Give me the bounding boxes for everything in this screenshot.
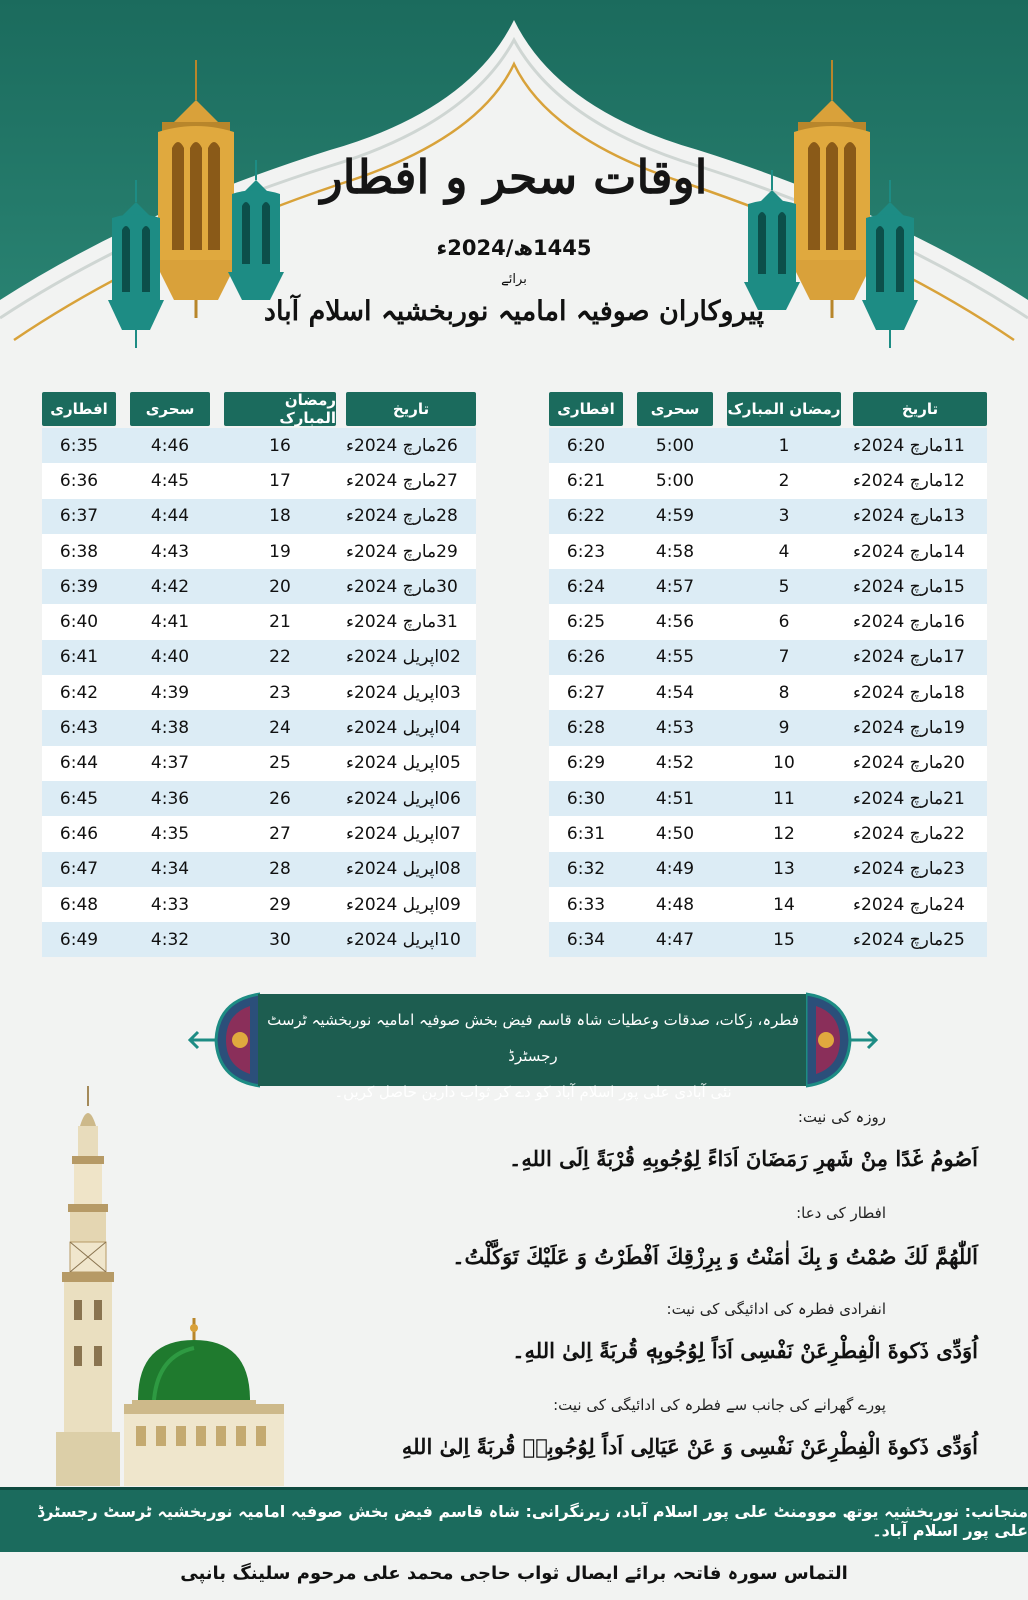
cell-day: 24	[269, 718, 291, 739]
cell-date: 09اپریل 2024ء	[346, 894, 461, 915]
cell-date: 19مارچ 2024ء	[853, 718, 965, 739]
cell-day: 20	[269, 576, 291, 597]
cell-day: 22	[269, 647, 291, 668]
cell-day: 3	[778, 506, 790, 527]
cell-sehri: 4:44	[150, 506, 190, 527]
table-row	[549, 922, 987, 957]
cell-day: 26	[269, 788, 291, 809]
cell-iftari: 6:39	[59, 576, 99, 597]
cell-iftari: 6:26	[566, 647, 606, 668]
cell-iftari: 6:37	[59, 506, 99, 527]
cell-date: 02اپریل 2024ء	[346, 647, 461, 668]
table-row	[549, 887, 987, 922]
dua-text: اُوَدِّی ذَكوةَ الْفِطْرِعَنْ نَفْسِی اَدَاً لِوُجُوبِهٖ قُربَةً اِلیٰ اللهِ۔	[512, 1338, 978, 1363]
cell-date: 12مارچ 2024ء	[853, 470, 965, 491]
cell-iftari: 6:48	[59, 894, 99, 915]
cell-date: 11مارچ 2024ء	[853, 435, 965, 456]
dua-text: اَللّٰهُمَّ لَكَ صُمْتُ وَ بِكَ اٰمَنْتُ وَ بِرِزْقِكَ اَفْطَرْتُ وَ عَلَيْكَ تَوَكَّلْتُ۔	[452, 1244, 978, 1269]
footer-bar: منجانب: نوربخشیہ یوتھ موومنٹ علی پور اسلام آباد، زیرنگرانی: شاہ قاسم فیض بخش صوفیہ امامیہ نوربخشیہ ٹرسٹ رجسٹرڈ علی پور اسلام آباد۔	[0, 1487, 1028, 1552]
banner-line2: نئی آبادی علی پور اسلام آباد کو دے کر ثواب دارین حاصل کریں۔	[334, 1083, 732, 1101]
page-subtitle: پیروکاران صوفیہ امامیہ نوربخشیہ اسلام آباد	[263, 296, 765, 327]
cell-date: 08اپریل 2024ء	[346, 859, 461, 880]
cell-sehri: 5:00	[655, 470, 695, 491]
cell-iftari: 6:33	[566, 894, 606, 915]
cell-date: 07اپریل 2024ء	[346, 823, 461, 844]
ornament-icon	[188, 992, 260, 1088]
cell-sehri: 4:34	[150, 859, 190, 880]
cell-sehri: 4:57	[655, 576, 695, 597]
cell-iftari: 6:25	[566, 612, 606, 633]
cell-sehri: 4:48	[655, 894, 695, 915]
table-row	[42, 746, 476, 781]
cell-iftari: 6:31	[566, 823, 606, 844]
timetable-left	[42, 392, 476, 957]
dua-section	[796, 1204, 966, 1222]
cell-iftari: 6:36	[59, 470, 99, 491]
table-row	[549, 604, 987, 639]
dua-text: اَصُومُ غَدًا مِنْ شَهرِ رَمَضَانَ اَدَاءً لِوُجُوبِهِ قُرْبَةً اِلَى اللهِ۔	[509, 1146, 978, 1171]
dua-text-block	[402, 1434, 978, 1459]
table-row	[42, 463, 476, 498]
cell-iftari: 6:34	[566, 929, 606, 950]
cell-iftari: 6:32	[566, 859, 606, 880]
table-row	[549, 816, 987, 851]
cell-iftari: 6:45	[59, 788, 99, 809]
header-ramadan: رمضان المبارک	[727, 392, 841, 426]
cell-sehri: 4:53	[655, 718, 695, 739]
cell-date: 06اپریل 2024ء	[346, 788, 461, 809]
table-body	[549, 428, 987, 957]
cell-iftari: 6:21	[566, 470, 606, 491]
table-row	[42, 534, 476, 569]
cell-sehri: 4:35	[150, 823, 190, 844]
table-row	[549, 499, 987, 534]
cell-iftari: 6:46	[59, 823, 99, 844]
table-row	[549, 675, 987, 710]
cell-day: 25	[269, 753, 291, 774]
year-label: 1445ھ/2024ء	[436, 236, 592, 260]
table-row	[549, 781, 987, 816]
dua-text: اُوَدِّی ذَكوةَ الْفِطْرِعَنْ نَفْسِی وَ عَنْ عَيَالِی اَداً لِوُجُوبِهٖ قُربَةً اِلیٰ اللهِ	[401, 1434, 978, 1459]
table-row	[42, 428, 476, 463]
cell-date: 14مارچ 2024ء	[853, 541, 965, 562]
cell-sehri: 5:00	[655, 435, 695, 456]
cell-sehri: 4:43	[150, 541, 190, 562]
cell-iftari: 6:35	[59, 435, 99, 456]
cell-day: 9	[778, 718, 790, 739]
table-row	[42, 887, 476, 922]
cell-date: 10اپریل 2024ء	[346, 929, 461, 950]
cell-day: 6	[778, 612, 790, 633]
cell-day: 29	[269, 894, 291, 915]
cell-date: 26مارچ 2024ء	[346, 435, 458, 456]
cell-date: 03اپریل 2024ء	[346, 682, 461, 703]
lantern-icon	[858, 180, 922, 350]
header-sehri: سحری	[637, 392, 713, 426]
table-row	[42, 569, 476, 604]
header-ramadan: رمضان المبارک	[224, 392, 336, 426]
cell-day: 23	[269, 682, 291, 703]
table-row	[42, 499, 476, 534]
cell-sehri: 4:39	[150, 682, 190, 703]
cell-date: 30مارچ 2024ء	[346, 576, 458, 597]
cell-day: 5	[778, 576, 790, 597]
cell-day: 27	[269, 823, 291, 844]
cell-day: 4	[778, 541, 790, 562]
cell-iftari: 6:43	[59, 718, 99, 739]
cell-iftari: 6:20	[566, 435, 606, 456]
for-label: برائے	[501, 272, 527, 287]
cell-iftari: 6:42	[59, 682, 99, 703]
cell-iftari: 6:24	[566, 576, 606, 597]
cell-date: 16مارچ 2024ء	[853, 612, 965, 633]
cell-date: 23مارچ 2024ء	[853, 859, 965, 880]
cell-sehri: 4:41	[150, 612, 190, 633]
cell-iftari: 6:23	[566, 541, 606, 562]
dua-heading: پورے گھرانے کی جانب سے فطرہ کی ادائیگی کی نیت:	[553, 1396, 886, 1414]
cell-sehri: 4:36	[150, 788, 190, 809]
footer-note: التماس سورہ فاتحہ برائے ایصال ثواب حاجی محمد علی مرحوم سلینگ بانپی	[180, 1563, 848, 1584]
cell-day: 11	[773, 788, 795, 809]
table-row	[549, 710, 987, 745]
cell-day: 19	[269, 541, 291, 562]
cell-sehri: 4:58	[655, 541, 695, 562]
cell-iftari: 6:38	[59, 541, 99, 562]
cell-date: 04اپریل 2024ء	[346, 718, 461, 739]
table-row	[42, 781, 476, 816]
dua-heading: انفرادی فطرہ کی ادائیگی کی نیت:	[666, 1300, 886, 1318]
cell-sehri: 4:38	[150, 718, 190, 739]
cell-sehri: 4:51	[655, 788, 695, 809]
header-date: تاریخ	[346, 392, 476, 426]
cell-day: 12	[773, 823, 795, 844]
donation-banner	[258, 994, 808, 1101]
cell-sehri: 4:37	[150, 753, 190, 774]
cell-sehri: 4:49	[655, 859, 695, 880]
table-row	[549, 852, 987, 887]
table-row	[42, 640, 476, 675]
cell-sehri: 4:56	[655, 612, 695, 633]
cell-sehri: 4:46	[150, 435, 190, 456]
dua-section	[667, 1300, 966, 1318]
cell-iftari: 6:47	[59, 859, 99, 880]
cell-iftari: 6:41	[59, 647, 99, 668]
dua-section	[553, 1396, 966, 1414]
cell-iftari: 6:29	[566, 753, 606, 774]
cell-date: 15مارچ 2024ء	[853, 576, 965, 597]
dua-text-block	[509, 1146, 978, 1171]
cell-sehri: 4:32	[150, 929, 190, 950]
cell-day: 18	[269, 506, 291, 527]
dua-text-block	[512, 1338, 978, 1363]
table-row	[42, 710, 476, 745]
cell-sehri: 4:54	[655, 682, 695, 703]
timetable-right	[549, 392, 987, 957]
table-row	[42, 852, 476, 887]
cell-day: 17	[269, 470, 291, 491]
cell-day: 15	[773, 929, 795, 950]
cell-date: 25مارچ 2024ء	[853, 929, 965, 950]
cell-day: 28	[269, 859, 291, 880]
header-iftari: افطاری	[42, 392, 116, 426]
table-row	[42, 675, 476, 710]
cell-iftari: 6:27	[566, 682, 606, 703]
cell-date: 17مارچ 2024ء	[853, 647, 965, 668]
table-row	[42, 922, 476, 957]
table-row	[549, 463, 987, 498]
cell-sehri: 4:42	[150, 576, 190, 597]
cell-date: 05اپریل 2024ء	[346, 753, 461, 774]
cell-sehri: 4:40	[150, 647, 190, 668]
cell-date: 21مارچ 2024ء	[853, 788, 965, 809]
cell-date: 18مارچ 2024ء	[853, 682, 965, 703]
cell-date: 29مارچ 2024ء	[346, 541, 458, 562]
table-row	[549, 746, 987, 781]
banner-line1: فطرہ، زکات، صدقات وعطیات شاہ قاسم فیض بخش صوفیہ امامیہ نوربخشیہ ٹرسٹ رجسٹرڈ	[267, 1011, 799, 1065]
header-iftari: افطاری	[549, 392, 623, 426]
table-row	[549, 569, 987, 604]
dua-section	[798, 1108, 966, 1126]
cell-sehri: 4:59	[655, 506, 695, 527]
cell-sehri: 4:33	[150, 894, 190, 915]
cell-day: 2	[778, 470, 790, 491]
cell-iftari: 6:44	[59, 753, 99, 774]
cell-day: 8	[778, 682, 790, 703]
cell-day: 21	[269, 612, 291, 633]
dua-text-block	[452, 1244, 978, 1269]
cell-date: 28مارچ 2024ء	[346, 506, 458, 527]
cell-day: 16	[269, 435, 291, 456]
cell-iftari: 6:40	[59, 612, 99, 633]
table-row	[42, 604, 476, 639]
table-header	[42, 392, 476, 428]
cell-day: 10	[773, 753, 795, 774]
cell-sehri: 4:55	[655, 647, 695, 668]
cell-date: 13مارچ 2024ء	[853, 506, 965, 527]
table-row	[549, 534, 987, 569]
header-date: تاریخ	[853, 392, 987, 426]
cell-date: 31مارچ 2024ء	[346, 612, 458, 633]
cell-day: 1	[778, 435, 790, 456]
cell-iftari: 6:28	[566, 718, 606, 739]
dua-heading: افطار کی دعا:	[796, 1204, 886, 1222]
cell-iftari: 6:30	[566, 788, 606, 809]
table-header	[549, 392, 987, 428]
table-row	[42, 816, 476, 851]
cell-date: 20مارچ 2024ء	[853, 753, 965, 774]
ornament-icon	[806, 992, 878, 1088]
table-body	[42, 428, 476, 957]
table-row	[549, 640, 987, 675]
cell-iftari: 6:22	[566, 506, 606, 527]
cell-sehri: 4:45	[150, 470, 190, 491]
cell-sehri: 4:52	[655, 753, 695, 774]
cell-date: 24مارچ 2024ء	[853, 894, 965, 915]
green-dome-icon	[124, 1318, 264, 1418]
cell-date: 27مارچ 2024ء	[346, 470, 458, 491]
cell-day: 13	[773, 859, 795, 880]
cell-day: 7	[778, 647, 790, 668]
page-title: اوقات سحر و افطار	[320, 150, 708, 204]
cell-sehri: 4:47	[655, 929, 695, 950]
cell-sehri: 4:50	[655, 823, 695, 844]
mosque-minaret-icon	[44, 1086, 284, 1486]
dua-heading: روزہ کی نیت:	[797, 1108, 886, 1126]
cell-date: 22مارچ 2024ء	[853, 823, 965, 844]
cell-day: 14	[773, 894, 795, 915]
table-row	[549, 428, 987, 463]
lantern-icon	[104, 180, 168, 350]
cell-day: 30	[269, 929, 291, 950]
header-sehri: سحری	[130, 392, 210, 426]
cell-iftari: 6:49	[59, 929, 99, 950]
